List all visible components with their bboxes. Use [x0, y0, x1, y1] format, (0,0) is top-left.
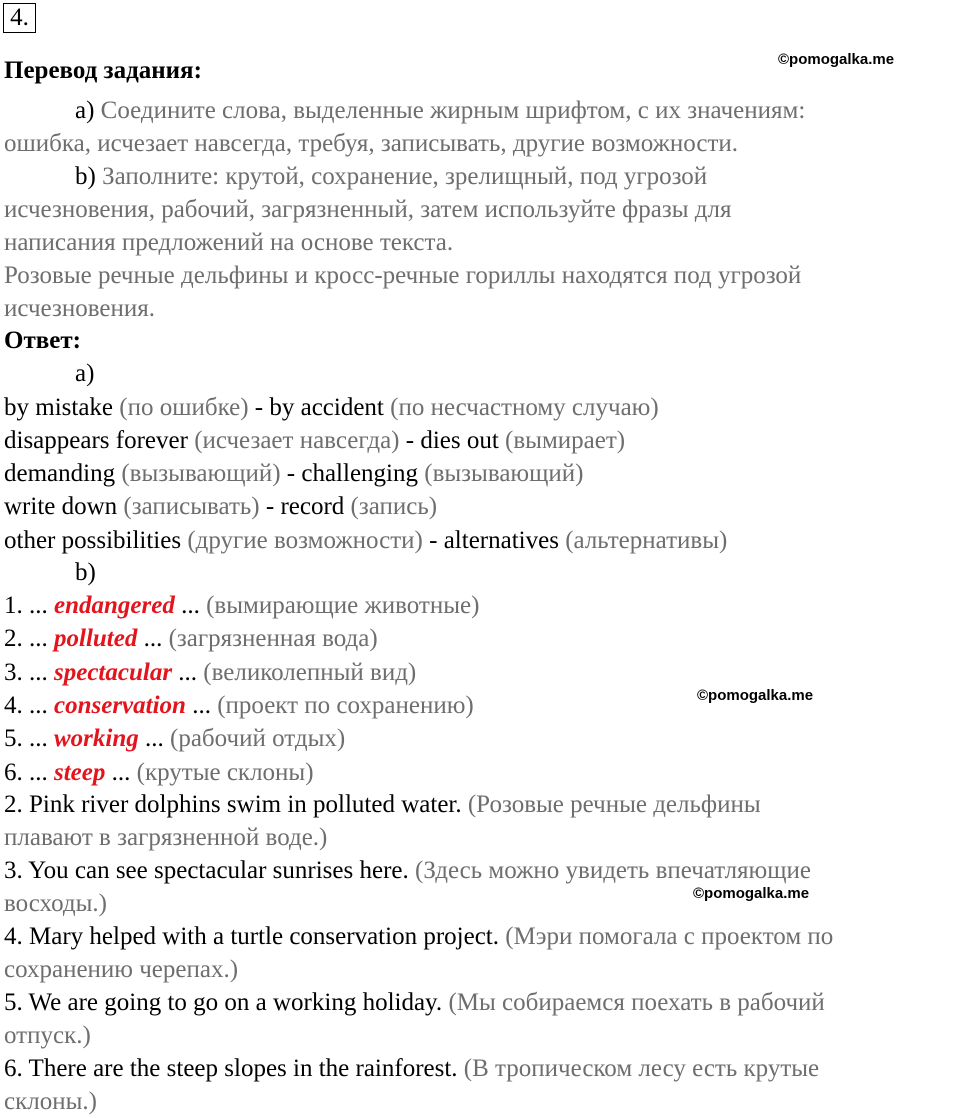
sentence-translation-cont: плавают в загрязненной воде.)	[4, 824, 328, 851]
sentence-translation-cont: склоны.)	[4, 1088, 97, 1115]
watermark: ©pomogalka.me	[778, 51, 895, 68]
translation-b-cont: написания предложений на основе текста.	[4, 229, 454, 256]
translation-a: a) Соедините слова, выделенные жирным шрифтом, с их значениям:	[75, 97, 806, 124]
sentence-translation-cont: сохранению черепах.)	[4, 956, 239, 983]
sentence: 2. Pink river dolphins swim in polluted water. (Розовые речные дельфины	[4, 791, 761, 818]
sentence: 6. There are the steep slopes in the rainforest. (В тропическом лесу есть крутые	[4, 1055, 820, 1082]
watermark: ©pomogalka.me	[697, 687, 814, 704]
translation-b-cont: исчезновения, рабочий, загрязненный, затем используйте фразы для	[4, 196, 732, 223]
word-pair: by mistake (по ошибке) - by accident (по несчастному случаю)	[4, 394, 659, 421]
fill-item: 3. ... spectacular ... (великолепный вид)	[4, 659, 417, 686]
task-number: 4.	[3, 3, 36, 33]
fill-item: 6. ... steep ... (крутые склоны)	[4, 759, 314, 786]
fill-item: 2. ... polluted ... (загрязненная вода)	[4, 625, 378, 652]
sentence-translation-cont: отпуск.)	[4, 1022, 91, 1049]
translation-example-cont: исчезновения.	[4, 295, 155, 322]
word-pair: demanding (вызывающий) - challenging (вызывающий)	[4, 460, 584, 487]
fill-item: 4. ... conservation ... (проект по сохранению)	[4, 692, 474, 719]
fill-item: 5. ... working ... (рабочий отдых)	[4, 725, 346, 752]
answer-heading: Ответ:	[4, 327, 81, 354]
watermark: ©pomogalka.me	[693, 885, 810, 902]
sentence-translation-cont: восходы.)	[4, 890, 107, 917]
translation-heading: Перевод задания:	[4, 57, 202, 84]
word-pair: write down (записывать) - record (запись)	[4, 493, 438, 520]
sentence: 5. We are going to go on a working holiday. (Мы собираемся поехать в рабочий	[4, 989, 825, 1016]
word-pair: other possibilities (другие возможности) - alternatives (альтернативы)	[4, 527, 728, 554]
word-pair: disappears forever (исчезает навсегда) - dies out (вымирает)	[4, 427, 626, 454]
sentence: 4. Mary helped with a turtle conservation project. (Мэри помогала с проектом по	[4, 923, 834, 950]
sentence: 3. You can see spectacular sunrises here. (Здесь можно увидеть впечатляющие	[4, 857, 811, 884]
translation-b: b) Заполните: крутой, сохранение, зрелищный, под угрозой	[75, 163, 708, 190]
fill-item: 1. ... endangered ... (вымирающие животные)	[4, 592, 480, 619]
answer-b-label: b)	[75, 559, 96, 586]
answer-a-label: a)	[75, 360, 95, 387]
translation-a-cont: ошибка, исчезает навсегда, требуя, записывать, другие возможности.	[4, 130, 739, 157]
translation-example: Розовые речные дельфины и кросс-речные гориллы находятся под угрозой	[4, 262, 802, 289]
